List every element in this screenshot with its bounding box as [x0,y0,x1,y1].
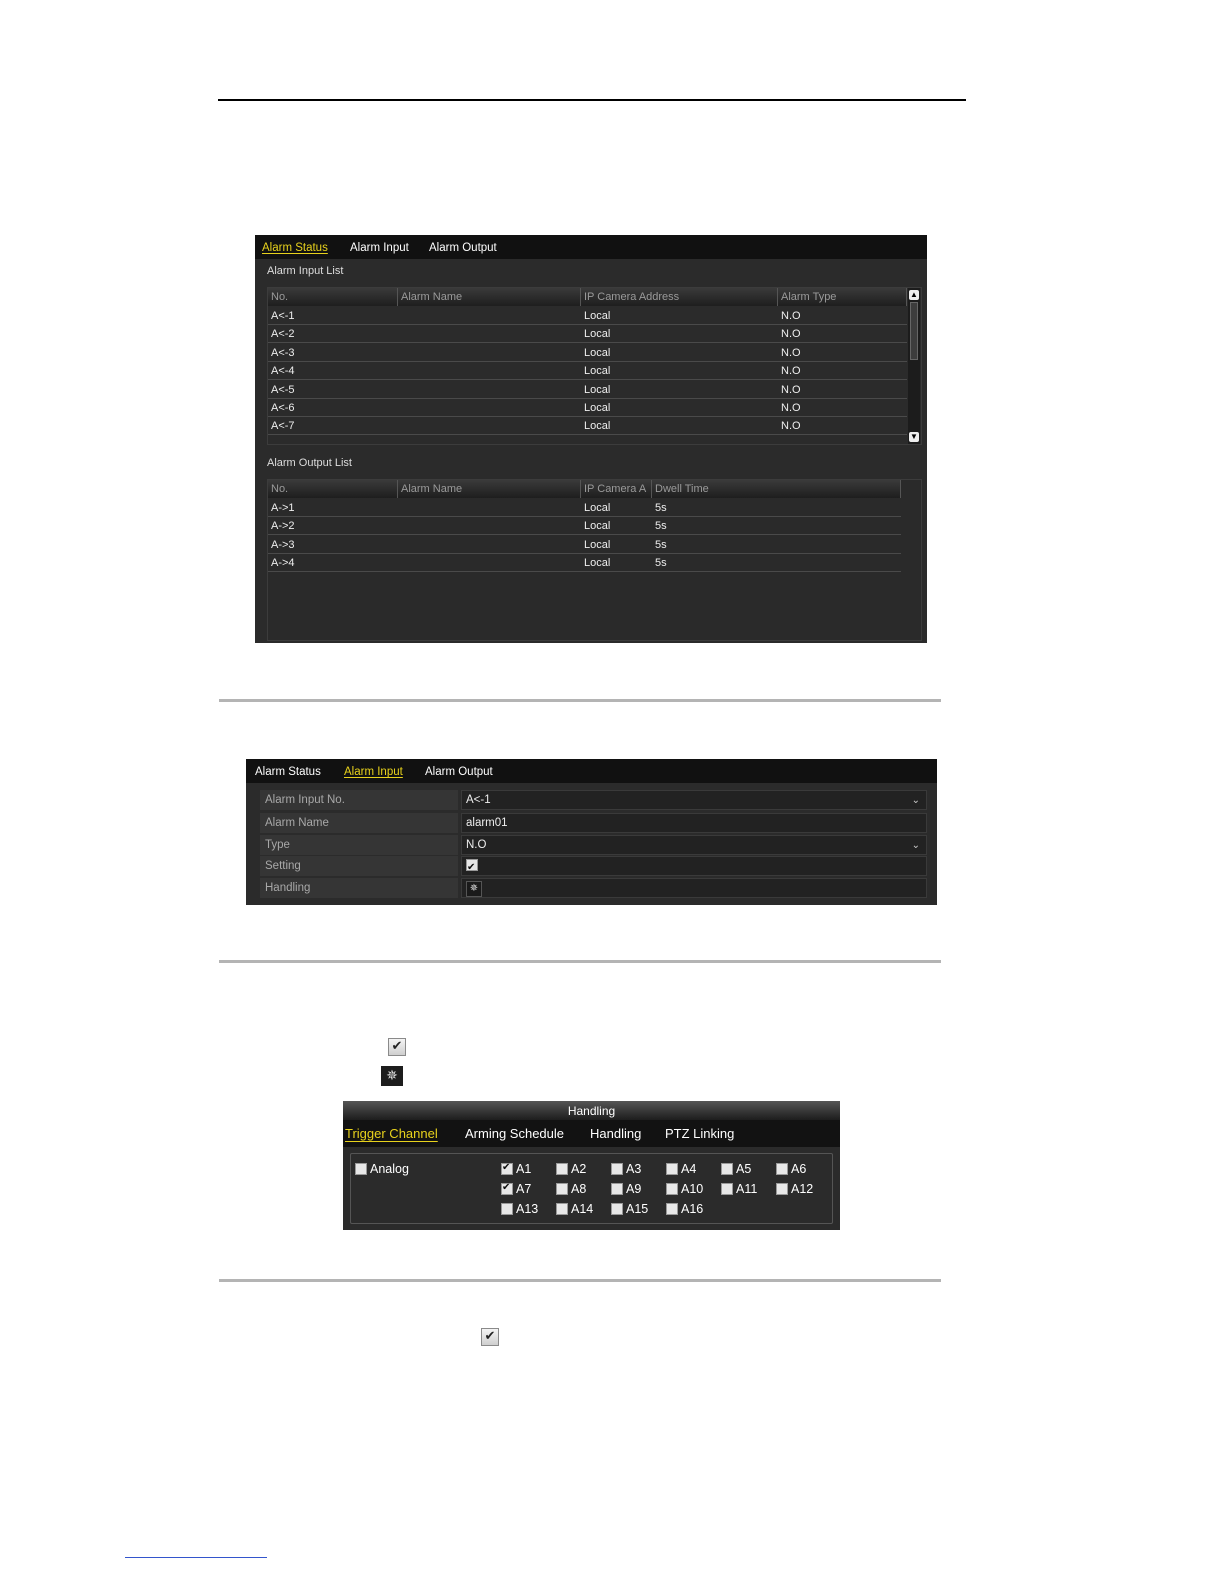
alarm-output-table-header [268,480,901,498]
checkbox-icon [721,1163,733,1175]
column-header[interactable]: No. [268,288,398,306]
channel-checkbox[interactable] [721,1162,751,1176]
table-cell: N.O [781,310,801,322]
handling-title: Handling [343,1101,840,1120]
channel-label: A15 [626,1202,649,1216]
table-cell: Local [584,557,611,570]
checkbox-icon [666,1203,678,1215]
channel-checkbox[interactable] [556,1202,593,1216]
channel-checkbox[interactable] [721,1182,757,1196]
checkbox-icon [666,1183,678,1195]
channel-checkbox[interactable] [776,1162,806,1176]
type-select[interactable] [461,835,927,855]
handling-tabbar [343,1120,840,1147]
handling-field [461,878,927,898]
channel-label: A1 [516,1162,532,1176]
column-header[interactable]: IP Camera A [581,480,652,498]
column-header[interactable]: No. [268,480,398,498]
channel-checkbox[interactable] [556,1162,586,1176]
table-row[interactable] [268,536,901,554]
table-cell: N.O [781,328,801,341]
separator-rule [219,1279,941,1282]
chevron-down-icon: ⌄ [911,795,920,806]
status-tabbar [255,235,927,259]
channel-checkbox[interactable] [611,1182,641,1196]
channel-label: A6 [791,1162,807,1176]
type-value: N.O [466,839,487,851]
tab-alarm-output[interactable]: Alarm Output [425,766,493,778]
channel-label: A5 [736,1162,752,1176]
table-cell: N.O [781,383,801,396]
channel-label: A4 [681,1162,697,1176]
table-cell: A<-6 [271,402,295,414]
checkbox-checked-icon: ✔ [388,1038,406,1056]
table-cell [398,325,401,343]
channel-label: A8 [571,1182,587,1196]
table-cell: 5s [655,557,667,570]
channel-label: A16 [681,1202,704,1216]
column-header[interactable]: Dwell Time [652,480,901,498]
table-cell: Local [584,402,611,414]
table-cell: 5s [655,502,667,514]
column-header[interactable]: Alarm Type [778,288,907,306]
trigger-channel-box [350,1153,833,1224]
handling-panel [343,1101,840,1230]
checkbox-icon [666,1163,678,1175]
checkbox-icon [721,1183,733,1195]
table-row[interactable] [268,417,907,435]
separator-rule [219,960,941,963]
alarm-input-no-row [260,790,927,810]
setting-checkbox-icon[interactable] [466,859,478,871]
channel-label: A13 [516,1202,539,1216]
checkbox-checked-icon: ✔ [481,1328,499,1346]
table-cell: A<-3 [271,346,295,359]
channel-label: A3 [626,1162,642,1176]
alarm-output-table [267,479,922,641]
analog-checkbox[interactable] [355,1162,409,1176]
alarm-status-panel [255,235,927,643]
table-row[interactable] [268,399,907,417]
table-cell: 5s [655,520,667,533]
handling-label: Handling [260,878,458,898]
table-cell: N.O [781,346,801,359]
table-cell [398,536,401,554]
alarm-name-input[interactable]: alarm01 [461,813,927,833]
table-cell: Local [584,520,611,533]
table-row[interactable] [268,344,907,362]
tab-alarm-input[interactable]: Alarm Input [344,766,403,778]
table-cell: A->4 [271,557,295,570]
alarm-input-list-title: Alarm Input List [267,265,344,277]
table-cell [398,399,401,417]
checkbox-icon [611,1203,623,1215]
table-cell [398,499,401,517]
tab-trigger-channel[interactable]: Trigger Channel [345,1126,438,1141]
checkbox-checked-icon [501,1163,513,1175]
header-rule [218,99,966,101]
table-row[interactable] [268,325,907,343]
table-cell: Local [584,310,611,322]
tab-alarm-status[interactable]: Alarm Status [262,242,328,254]
scroll-up-icon[interactable]: ▲ [910,290,918,299]
table-cell: Local [584,502,611,514]
channel-label: A2 [571,1162,587,1176]
table-cell: A->3 [271,538,295,551]
table-cell [398,417,401,435]
tab-alarm-status[interactable]: Alarm Status [255,766,321,778]
table-cell [398,554,401,572]
gear-icon[interactable]: ✵ [466,881,482,897]
analog-label: Analog [370,1162,409,1176]
handling-row [260,878,927,898]
table-cell: A<-1 [271,310,295,322]
separator-rule [219,699,941,702]
table-row[interactable] [268,307,907,325]
tab-alarm-output[interactable]: Alarm Output [429,242,497,254]
table-cell: 5s [655,538,667,551]
table-cell: A<-2 [271,328,295,341]
channel-label: A11 [736,1182,758,1196]
tab-handling[interactable]: Handling [590,1126,642,1141]
tab-arming-schedule[interactable]: Arming Schedule [465,1126,564,1141]
alarm-input-table-header [268,288,907,306]
checkbox-icon [556,1203,568,1215]
channel-label: A10 [681,1182,704,1196]
table-cell: Local [584,328,611,341]
table-row[interactable] [268,517,901,535]
alarm-input-table [267,287,922,445]
table-cell: Local [584,346,611,359]
alarm-input-no-value: A<-1 [466,794,491,806]
table-cell: A->1 [271,502,295,514]
type-label: Type [260,835,458,855]
column-header[interactable]: Alarm Name [398,480,581,498]
alarm-name-row [260,813,927,833]
checkbox-icon [776,1163,788,1175]
table-cell: A<-5 [271,383,295,396]
table-cell [398,362,401,380]
channel-checkbox[interactable] [666,1182,703,1196]
table-cell [398,307,401,325]
table-cell: Local [584,420,611,433]
alarm-input-no-label: Alarm Input No. [260,790,458,810]
table-cell [398,381,401,399]
channel-checkbox[interactable] [611,1162,641,1176]
table-cell: Local [584,365,611,378]
channel-checkbox[interactable] [501,1162,531,1176]
table-cell: Local [584,538,611,551]
channel-checkbox[interactable] [776,1182,813,1196]
table-row-partial [268,435,907,445]
table-cell: A->2 [271,520,295,533]
table-row[interactable] [268,554,901,572]
checkbox-icon [556,1183,568,1195]
channel-checkbox[interactable] [501,1182,531,1196]
table-row[interactable] [268,499,901,517]
setting-label: Setting [260,856,458,876]
alarm-input-panel [246,759,937,905]
setting-row [260,856,927,876]
column-header[interactable]: IP Camera Address [581,288,778,306]
channel-label: A7 [516,1182,532,1196]
checkbox-icon [611,1183,623,1195]
gear-icon: ✵ [381,1066,403,1086]
alarm-input-no-select[interactable] [461,790,927,810]
scroll-thumb[interactable] [910,302,918,360]
checkbox-icon [611,1163,623,1175]
table-cell: A<-7 [271,420,295,433]
channel-checkbox[interactable] [611,1202,648,1216]
channel-checkbox[interactable] [666,1162,696,1176]
channel-checkbox[interactable] [556,1182,586,1196]
checkbox-icon [355,1163,367,1175]
table-cell [398,517,401,535]
alarm-input-scrollbar[interactable] [908,288,920,444]
table-cell: A<-4 [271,365,295,378]
table-cell [398,344,401,362]
checkbox-checked-icon [501,1183,513,1195]
channel-label: A12 [791,1182,814,1196]
table-cell: N.O [781,420,801,433]
table-row[interactable] [268,362,907,380]
channel-checkbox[interactable] [501,1202,538,1216]
table-cell: Local [584,383,611,396]
channel-checkbox[interactable] [666,1202,703,1216]
alarm-output-list-title: Alarm Output List [267,457,352,469]
scroll-down-icon[interactable]: ▼ [910,432,918,441]
column-header[interactable]: Alarm Name [398,288,581,306]
channel-label: A9 [626,1182,642,1196]
chevron-down-icon: ⌄ [911,840,920,851]
tab-alarm-input[interactable]: Alarm Input [350,242,409,254]
type-row [260,835,927,855]
footer-link-underline[interactable] [125,1557,267,1558]
checkbox-icon [501,1203,513,1215]
tab-ptz-linking[interactable]: PTZ Linking [665,1126,735,1141]
channel-label: A14 [571,1202,594,1216]
alarm-name-label: Alarm Name [260,813,458,833]
table-cell: N.O [781,402,801,414]
checkbox-icon [556,1163,568,1175]
input-tabbar [246,759,937,783]
setting-field [461,856,927,876]
table-cell: N.O [781,365,801,378]
checkbox-icon [776,1183,788,1195]
table-row[interactable] [268,381,907,399]
